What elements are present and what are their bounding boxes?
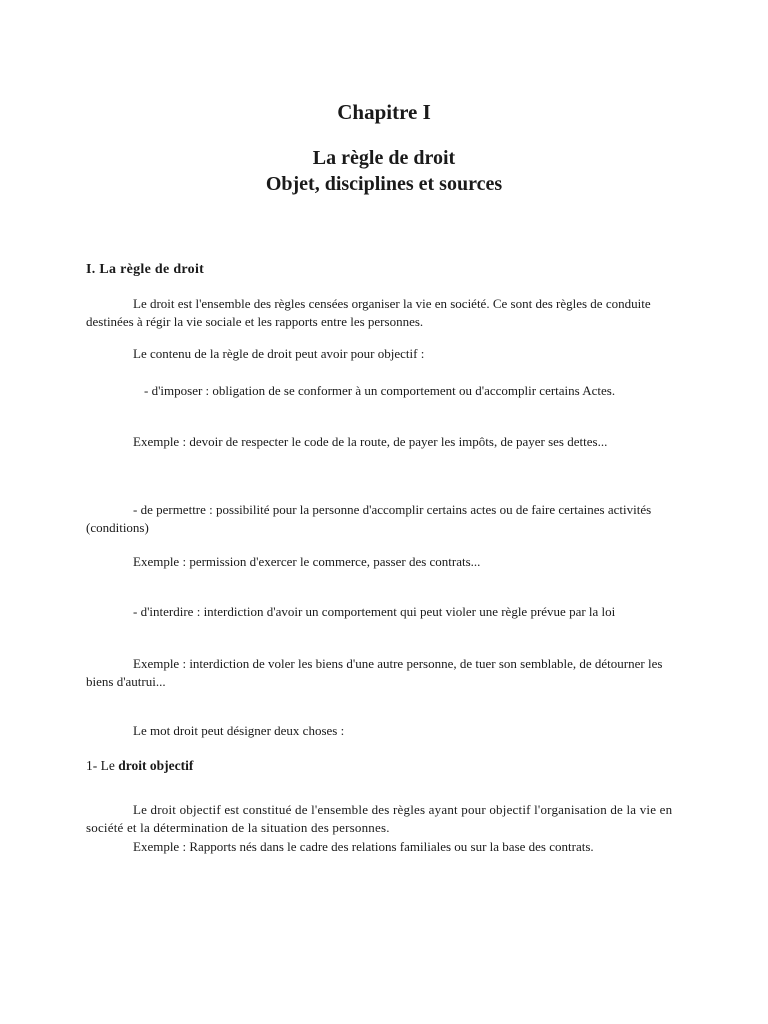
section-heading: I. La règle de droit xyxy=(86,262,205,277)
paragraph-forbid-example: Exemple : interdiction de voler les biens d'une autre personne, de tuer son semblable, de détourner les biens d'autrui... xyxy=(86,656,663,689)
paragraph-permit: - de permettre : possibilité pour la personne d'accomplir certains actes ou de faire certaines activités (conditions) xyxy=(86,502,652,535)
paragraph-permit-example: Exemple : permission d'exercer le commerce, passer des contrats... xyxy=(133,554,481,569)
chapter-title: Chapitre I xyxy=(337,100,431,124)
subheading-prefix: 1- Le xyxy=(86,758,119,773)
paragraph-impose-example: Exemple : devoir de respecter le code de la route, de payer les impôts, de payer ses dettes... xyxy=(133,434,608,449)
paragraph-objective-law-definition: Le droit objectif est constitué de l'ensemble des règles ayant pour objectif l'organisation de la vie en société et la détermination de la situation des personnes. xyxy=(86,802,673,835)
subheading-objective-law xyxy=(86,758,193,774)
main-title-line-2: Objet, disciplines et sources xyxy=(265,173,503,195)
paragraph-forbid: - d'interdire : interdiction d'avoir un comportement qui peut violer une règle prévue par la loi xyxy=(133,604,616,619)
paragraph-two-meanings: Le mot droit peut désigner deux choses : xyxy=(133,723,345,738)
subheading-bold-term: droit objectif xyxy=(118,758,194,773)
main-title-line-1: La règle de droit xyxy=(312,147,456,169)
paragraph-definition: Le droit est l'ensemble des règles censées organiser la vie en société. Ce sont des règles de conduite destinées à régir la vie sociale et les rapports entre les personnes. xyxy=(86,296,651,329)
paragraph-impose: - d'imposer : obligation de se conformer à un comportement ou d'accomplir certains Actes. xyxy=(144,383,616,398)
main-title xyxy=(0,145,768,197)
paragraph-objectives-intro: Le contenu de la règle de droit peut avoir pour objectif : xyxy=(133,346,425,361)
paragraph-objective-law-example: Exemple : Rapports nés dans le cadre des relations familiales ou sur la base des contrats. xyxy=(133,839,594,854)
